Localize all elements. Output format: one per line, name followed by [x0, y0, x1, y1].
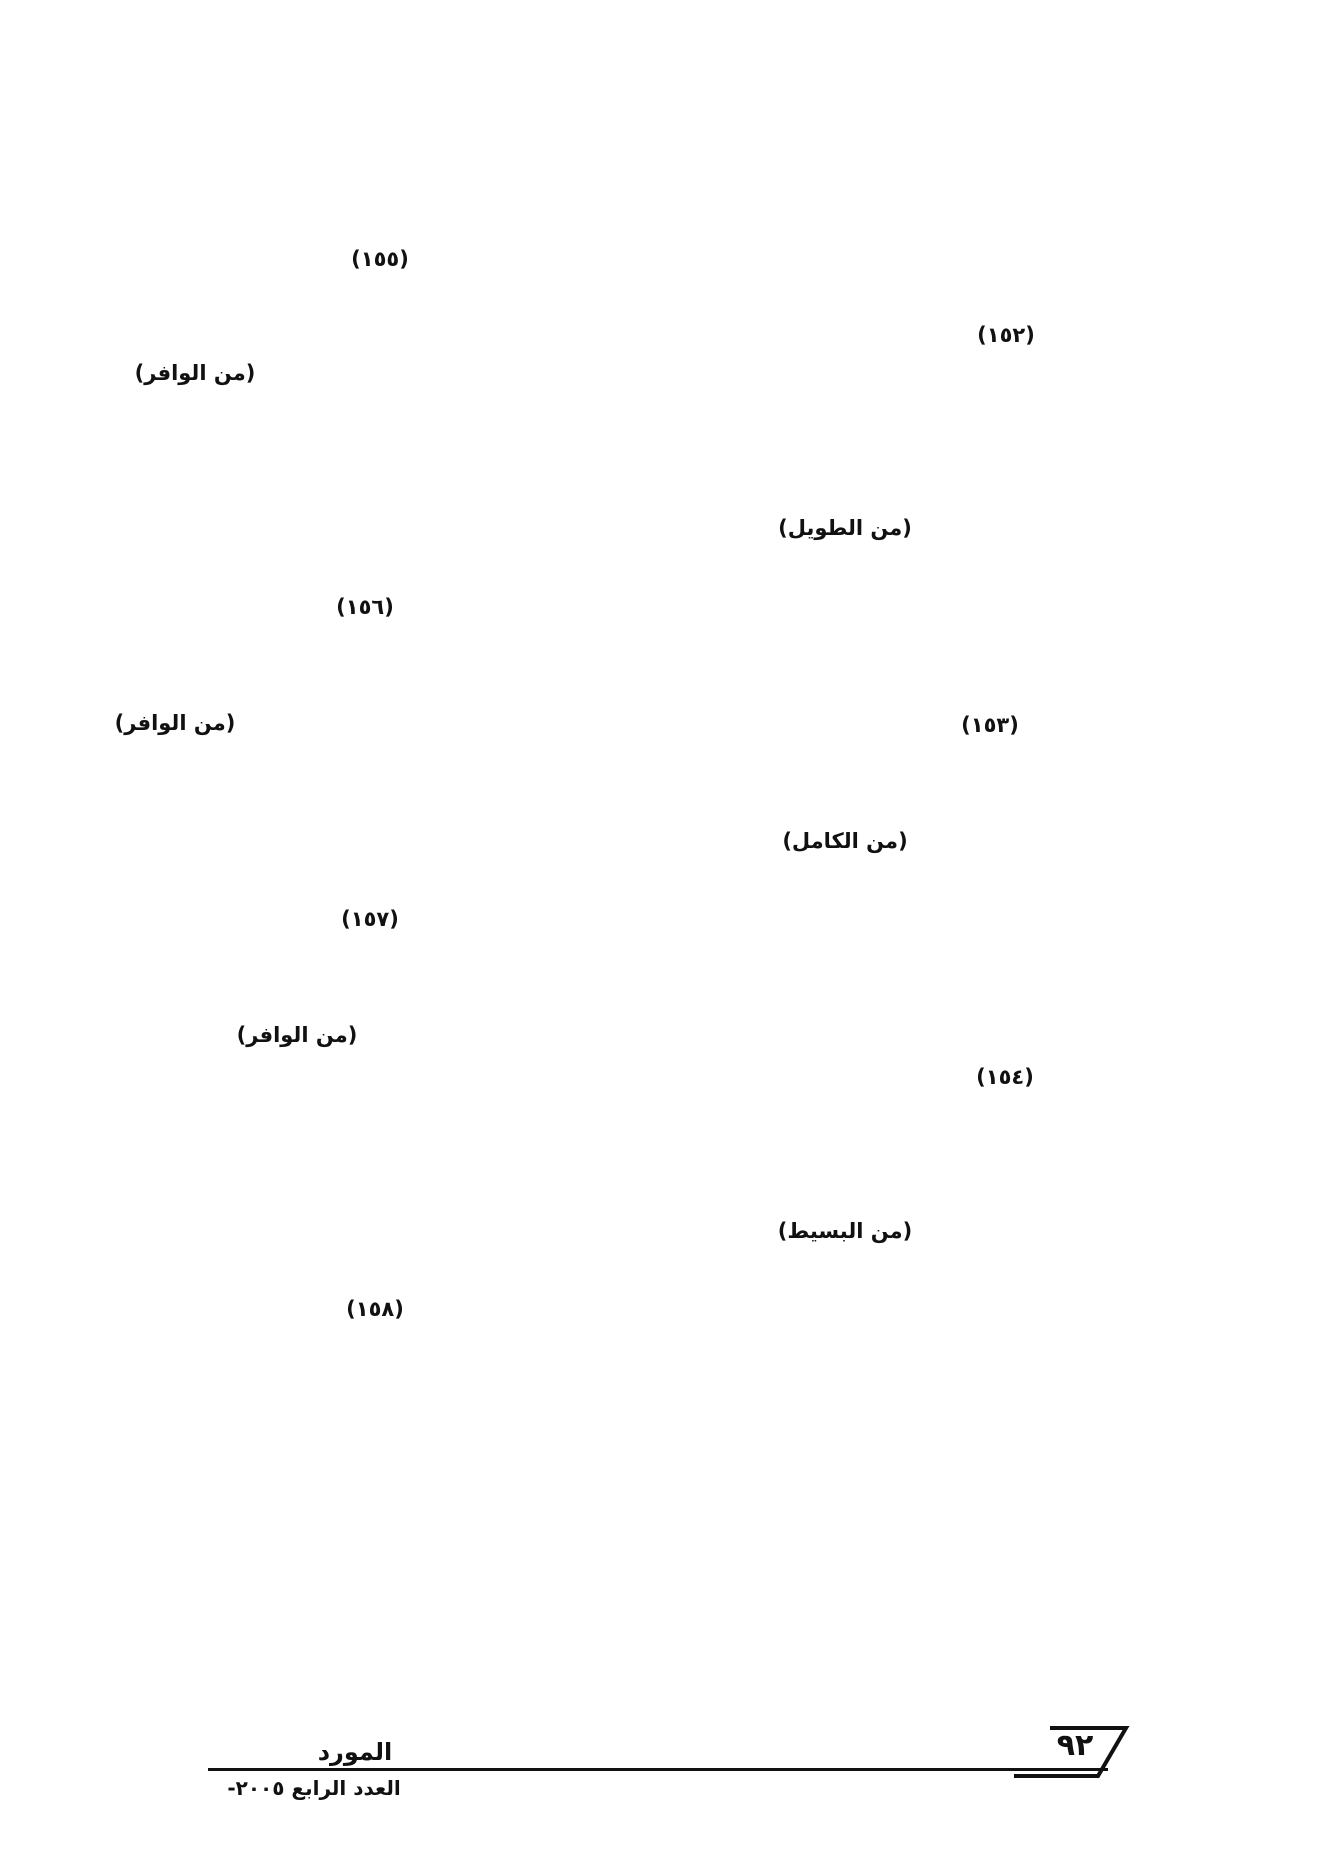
poem-number: (١٥٤) [976, 1065, 1034, 1089]
poem-number: (١٥٣) [961, 713, 1019, 737]
poem-number: (١٥٢) [977, 323, 1035, 347]
poem-number: (١٥٥) [351, 247, 409, 271]
poem-number: (١٥٧) [341, 907, 399, 931]
meter-label: (من الوافر) [134, 361, 256, 385]
page-number: ٩٢ [1056, 1728, 1094, 1763]
poem-number: (١٥٦) [336, 595, 394, 619]
issue-label: العدد الرابع ٢٠٠٥- [227, 1776, 401, 1800]
footer-rule [208, 1768, 1108, 1771]
meter-label: (من الوافر) [114, 711, 236, 735]
meter-label: (من الطويل) [778, 516, 912, 540]
journal-name: المورد [317, 1738, 393, 1766]
poem-number: (١٥٨) [346, 1297, 404, 1321]
meter-label: (من الكامل) [782, 829, 908, 853]
meter-label: (من الوافر) [236, 1023, 358, 1047]
meter-label: (من البسيط) [777, 1219, 913, 1243]
